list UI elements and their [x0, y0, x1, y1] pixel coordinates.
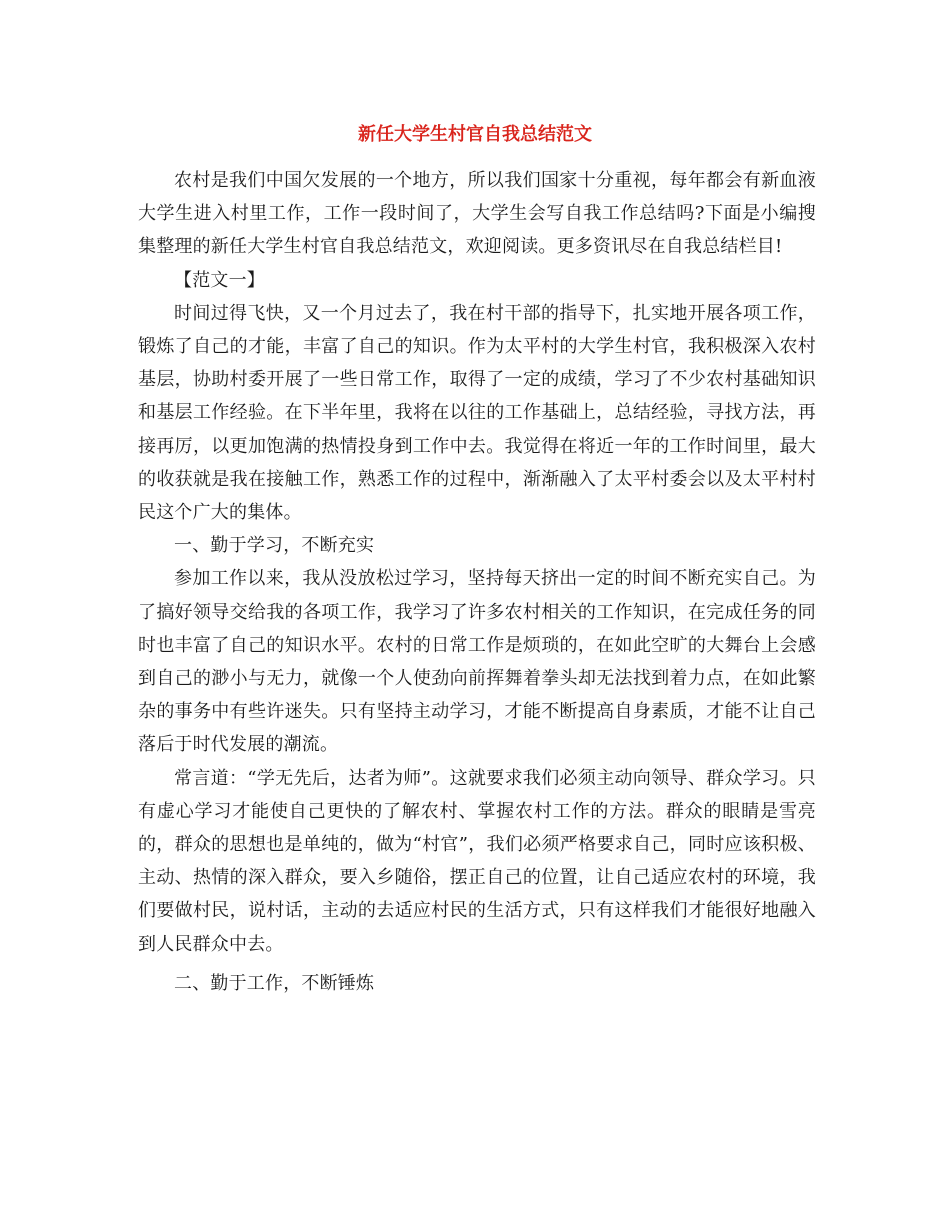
section-heading: 一、勤于学习，不断充实 [174, 535, 375, 557]
body-paragraph: 时间过得飞快，又一个月过去了，我在村干部的指导下，扎实地开展各项工作，锻炼了自己的才能，丰富了自己的知识。作为太平村的大学生村官，我积极深入农村基层，协助村委开展了一些日常工作，取得了一定的成绩，学习了不少农村基础知识和基层工作经验。在下半年里，我将在以往的工作基础上，总结经验，寻找方法，再接再厉，以更加饱满的热情投身到工作中去。我觉得在将近一年的工作时间里，最大的收获就是我在接触工作，熟悉工作的过程中，渐渐融入了太平村委会以及太平村村民这个广大的集体。 [138, 302, 816, 524]
intro-paragraph: 农村是我们中国欠发展的一个地方，所以我们国家十分重视，每年都会有新血液大学生进入村里工作，工作一段时间了，大学生会写自我工作总结吗?下面是小编搜集整理的新任大学生村官自我总结范文，欢迎阅读。更多资讯尽在自我总结栏目! [138, 170, 816, 258]
body-paragraph: 参加工作以来，我从没放松过学习，坚持每天挤出一定的时间不断充实自己。为了搞好领导交给我的各项工作，我学习了许多农村相关的工作知识，在完成任务的同时也丰富了自己的知识水平。农村的日常工作是烦琐的，在如此空旷的大舞台上会感到自己的渺小与无力，就像一个人使劲向前挥舞着拳头却无法找到着力点，在如此繁杂的事务中有些许迷失。只有坚持主动学习，才能不断提高自身素质，才能不让自己落后于时代发展的潮流。 [138, 568, 816, 756]
document-body [138, 164, 816, 1000]
section-heading: 二、勤于工作，不断锤炼 [174, 972, 375, 994]
document-title: 新任大学生村官自我总结范文 [358, 124, 592, 145]
sample-heading: 【范文一】 [174, 269, 265, 291]
body-paragraph: 常言道：“学无先后，达者为师”。这就要求我们必须主动向领导、群众学习。只有虚心学习才能使自己更快的了解农村、掌握农村工作的方法。群众的眼睛是雪亮的，群众的思想也是单纯的，做为“村官”，我们必须严格要求自己，同时应该积极、主动、热情的深入群众，要入乡随俗，摆正自己的位置，让自己适应农村的环境，我们要做村民，说村话，主动的去适应村民的生活方式，只有这样我们才能很好地融入到人民群众中去。 [138, 767, 816, 955]
